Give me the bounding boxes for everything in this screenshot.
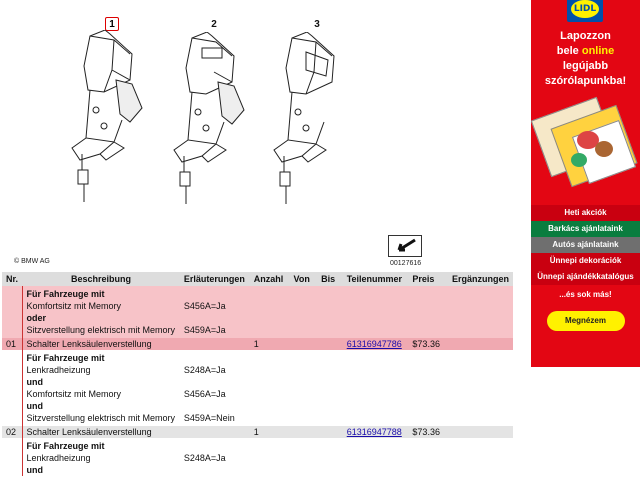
condition-line: oder [26, 313, 47, 323]
part-callout-1[interactable]: 1 [105, 17, 119, 31]
condition-line: Sitzverstellung elektrisch mit Memory [26, 413, 176, 423]
ad-headline: Lapozzon bele online legújabb szórólapunkba! [544, 30, 627, 87]
copyright-label: © BMW AG [14, 258, 50, 265]
item-desc: Schalter Lenksäulenverstellung [22, 426, 180, 438]
item-nr: 01 [2, 338, 22, 350]
col-nr: Nr. [2, 272, 22, 286]
col-partno: Teilenummer [343, 272, 409, 286]
condition-row [2, 350, 513, 426]
condition-note [184, 312, 246, 324]
condition-note [184, 400, 246, 412]
parts-diagram [0, 0, 522, 272]
table-row[interactable] [2, 338, 513, 350]
condition-line: Komfortsitz mit Memory [26, 389, 122, 399]
condition-line: Lenkradheizung [26, 453, 91, 463]
condition-note: S459A=Nein [183, 413, 235, 423]
condition-note [184, 288, 246, 300]
brochure-image [533, 97, 637, 187]
col-desc: Beschreibung [22, 272, 180, 286]
condition-line: Komfortsitz mit Memory [26, 301, 122, 311]
condition-note [184, 464, 246, 476]
condition-note: S248A=Ja [183, 453, 226, 463]
condition-note: S456A=Ja [183, 301, 226, 311]
ad-view-button[interactable]: Megnézem [547, 311, 625, 331]
part-number-link[interactable]: 61316947786 [346, 339, 402, 349]
parts-table [2, 272, 513, 476]
ad-link-car[interactable]: Autós ajánlataink [531, 237, 640, 253]
condition-line: Lenkradheizung [26, 365, 91, 375]
switch-illustration-1 [60, 30, 170, 205]
switch-illustration-3 [262, 32, 372, 207]
item-price: $73.36 [408, 426, 448, 438]
lidl-logo-text: LIDL [573, 4, 597, 14]
condition-note [184, 440, 246, 452]
item-desc: Schalter Lenksäulenverstellung [22, 338, 180, 350]
part-callout-3[interactable]: 3 [314, 19, 320, 30]
ad-link-holiday-decor[interactable]: Ünnepi dekorációk [531, 253, 640, 269]
condition-note: S459A=Ja [183, 325, 226, 335]
table-row[interactable] [2, 426, 513, 438]
condition-line: Für Fahrzeuge mit [26, 289, 105, 299]
condition-line: und [26, 377, 44, 387]
ad-link-weekly-deals[interactable]: Heti akciók [531, 205, 640, 221]
col-qty: Anzahl [250, 272, 290, 286]
condition-note: S456A=Ja [183, 389, 226, 399]
col-to: Bis [317, 272, 343, 286]
condition-note [184, 376, 246, 388]
table-header-row [2, 272, 513, 286]
lidl-logo[interactable] [567, 0, 603, 22]
switch-illustration-2 [162, 32, 272, 207]
condition-row [2, 286, 513, 338]
col-notes: Erläuterungen [180, 272, 250, 286]
diagram-nav-arrow-icon[interactable] [388, 235, 422, 257]
condition-note: S248A=Ja [183, 365, 226, 375]
col-extras: Ergänzungen [448, 272, 513, 286]
condition-line: und [26, 465, 44, 475]
lidl-ad-banner[interactable] [531, 0, 640, 367]
ad-more-text: ...és sok más! [559, 290, 612, 299]
col-from: Von [290, 272, 318, 286]
diagram-image-id: 00127616 [390, 260, 422, 267]
col-price: Preis [408, 272, 448, 286]
condition-line: und [26, 401, 44, 411]
ad-link-diy[interactable]: Barkács ajánlataink [531, 221, 640, 237]
part-callout-2[interactable]: 2 [211, 19, 217, 30]
item-price: $73.36 [408, 338, 448, 350]
condition-line: Sitzverstellung elektrisch mit Memory [26, 325, 176, 335]
condition-row [2, 438, 513, 476]
ad-link-gift-catalog[interactable]: Ünnepi ajándékkatalógus [531, 269, 640, 285]
condition-note [184, 352, 246, 364]
part-number-link[interactable]: 61316947788 [346, 427, 402, 437]
item-nr: 02 [2, 426, 22, 438]
condition-line: Für Fahrzeuge mit [26, 353, 105, 363]
item-qty: 1 [250, 338, 290, 350]
condition-line: Für Fahrzeuge mit [26, 441, 105, 451]
item-qty: 1 [250, 426, 290, 438]
